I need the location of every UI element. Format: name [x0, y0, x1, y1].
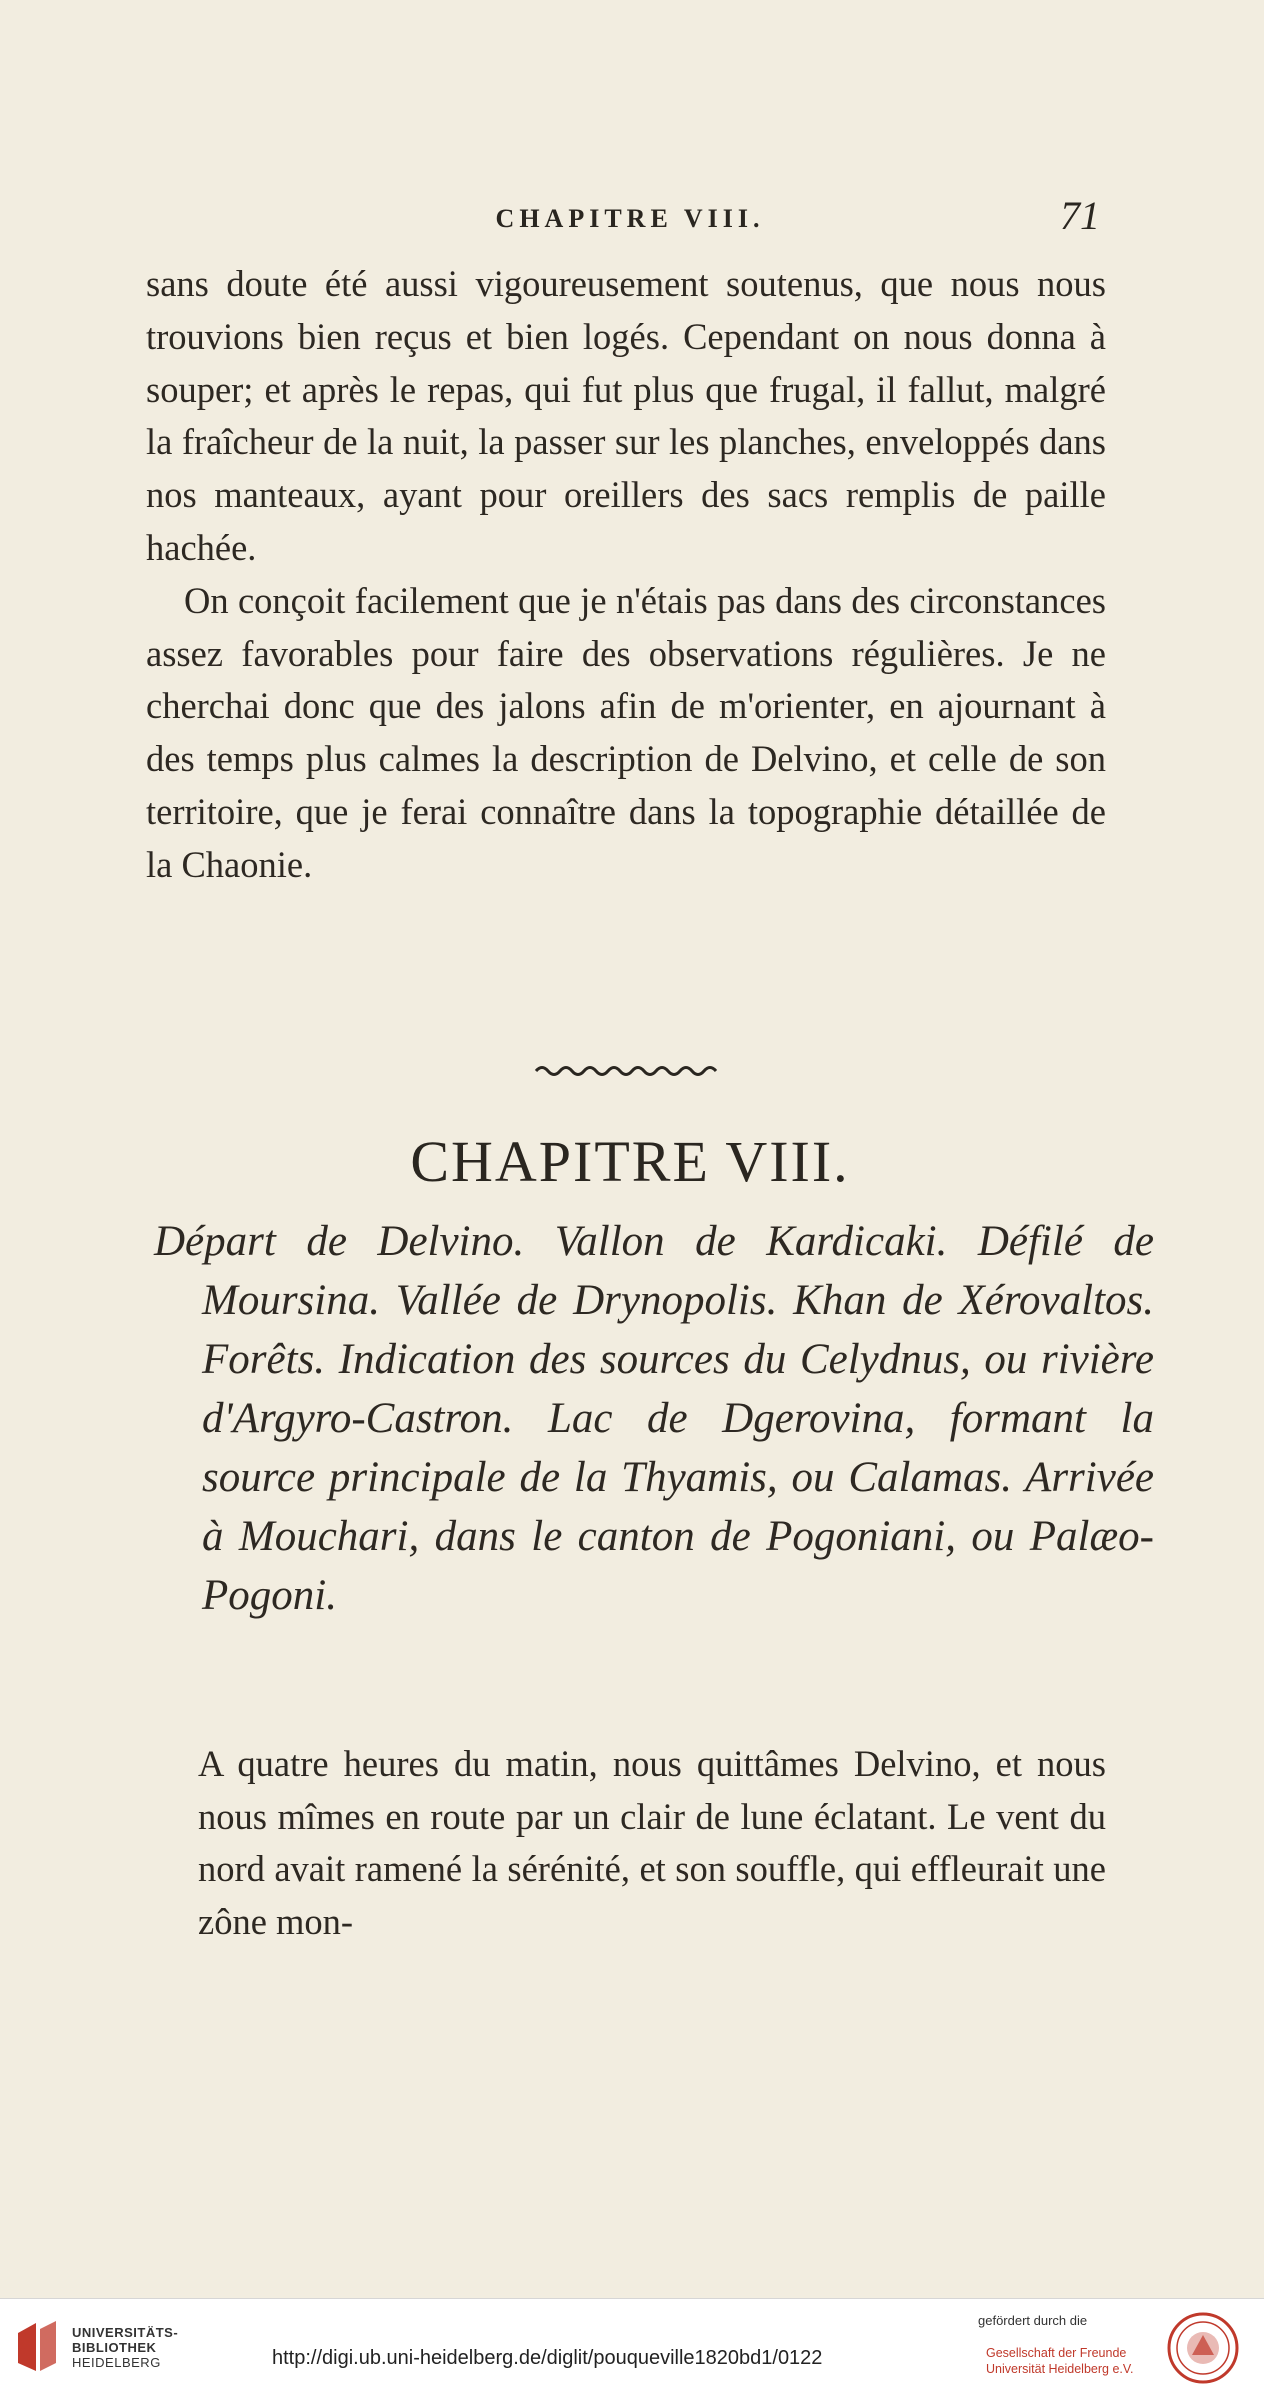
- page-header: [150, 192, 1110, 252]
- sponsor-name-line: Universität Heidelberg e.V.: [986, 2362, 1134, 2376]
- running-head: CHAPITRE VIII.: [495, 204, 765, 233]
- library-name-line: BIBLIOTHEK: [72, 2340, 157, 2355]
- continued-text: [146, 258, 1106, 892]
- paragraph: On conçoit facilement que je n'étais pas dans des circonstances assez favorables pour faire des observations régulières. Je ne cherchai donc que des jalons afin de m'orienter, en ajournant à des temps plus calmes la description de Delvino, et celle de son territoire, que je ferai connaître dans la topographie détaillée de la Chaonie.: [146, 579, 1106, 885]
- section-ornament: [534, 1062, 724, 1080]
- paragraph: sans doute été aussi vigoureusement soutenus, que nous nous trouvions bien reçus et bien logés. Cependant on nous donna à souper; et après le repas, qui fut plus que frugal, il fallut, malgré la fraîcheur de la nuit, la passer sur les planches, enveloppés dans nos manteaux, ayant pour oreillers des sacs remplis de paille hachée.: [146, 263, 1106, 568]
- library-name-line: HEIDELBERG: [72, 2355, 161, 2370]
- library-logo-icon: [12, 2319, 62, 2375]
- chapter-title: CHAPITRE VIII.: [410, 1129, 850, 1194]
- chapter-summary: Départ de Delvino. Vallon de Kardicaki. Défilé de Moursina. Vallée de Drynopolis. Khan de Xérovaltos. Forêts. Indication des sources du Celydnus, ou rivière d'Argyro-Castron. Lac de Dgerovina, formant la source principale de la Thyamis, ou Calamas. Arrivée à Mouchari, dans le canton de Pogoniani, ou Palæo-Pogoni.: [154, 1218, 1154, 1619]
- footer-bar: [0, 2298, 1264, 2388]
- chapter-opening-paragraph: A quatre heures du matin, nous quittâmes Delvino, et nous nous mîmes en route par un clair de lune éclatant. Le vent du nord avait ramené la sérénité, et son souffle, qui effleurait une zône mon-: [198, 1743, 1106, 1942]
- library-name: [72, 2325, 178, 2370]
- sponsor-name-line: Gesellschaft der Freunde: [986, 2346, 1127, 2360]
- library-name-line: UNIVERSITÄTS-: [72, 2325, 179, 2340]
- sponsor-label: gefördert durch die: [978, 2313, 1088, 2328]
- permalink-url[interactable]: http://digi.ub.uni-heidelberg.de/diglit/pouqueville1820bd1/0122: [272, 2347, 823, 2369]
- university-seal-icon: [1162, 2311, 1244, 2385]
- page-number: 71: [1060, 193, 1100, 238]
- sponsor-name: [986, 2345, 1134, 2377]
